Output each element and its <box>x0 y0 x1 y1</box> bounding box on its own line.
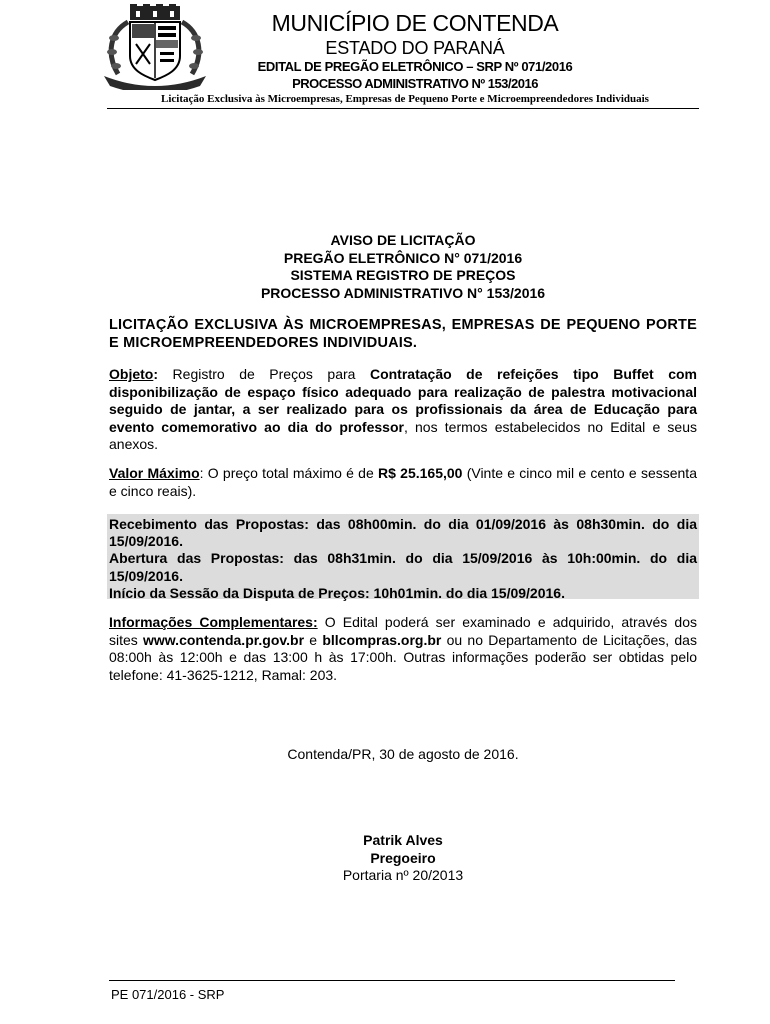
letterhead <box>0 0 770 112</box>
notice-heading <box>109 232 697 302</box>
edital-number: EDITAL DE PREGÃO ELETRÔNICO – SRP Nº 071/2016 <box>257 59 573 74</box>
objeto-description: Contratação de refeições tipo Buffet com disponibilização de espaço físico adequado para realização de palestra motivacional seguido de jantar, a ser realizado para os profissionais da área de Educação para evento comemorativo ao dia do professor <box>109 366 697 435</box>
objeto-rest: , nos termos estabelecidos no Edital e seus anexos. <box>109 418 697 452</box>
inicio-disputa-line: Início da Sessão da Disputa de Preços: 10h01min. do dia 15/09/2016. <box>109 584 565 601</box>
process-number: PROCESSO ADMINISTRATIVO N° 153/2016 <box>260 284 546 301</box>
valor-paragraph <box>109 465 697 500</box>
objeto-colon: : <box>153 366 159 382</box>
signer-name: Patrik Alves <box>363 832 443 848</box>
header-divider <box>107 108 699 109</box>
page-footer: PE 071/2016 - SRP <box>111 987 225 1002</box>
valor-extenso: (Vinte e cinco mil e cento e sessenta e cinco reais). <box>109 465 697 499</box>
informacoes-paragraph <box>109 614 697 684</box>
municipality-title: MUNICÍPIO DE CONTENDA <box>271 10 559 36</box>
recebimento-line: Recebimento das Propostas: das 08h00min. do dia 01/09/2016 às 08h30min. do dia 15/09/2016. <box>109 516 697 550</box>
informacoes-text3: ou no Departamento de Licitações, das 08:00h às 12:00h e das 13:00 h às 17:00h. Outras informações poderão ser obtidas pelo telefone: 41-3625-1212, Ramal: 203. <box>109 631 697 683</box>
signature-block <box>109 832 697 885</box>
registry-system: SISTEMA REGISTRO DE PREÇOS <box>290 267 516 283</box>
informacoes-text2: e <box>304 631 323 648</box>
valor-amount: R$ 25.165,00 <box>378 465 463 481</box>
abertura-line: Abertura das Propostas: das 08h31min. do dia 15/09/2016 às 10h:00min. do dia 15/09/2016. <box>109 550 697 584</box>
site-link-contenda[interactable]: www.contenda.pr.gov.br <box>143 631 305 648</box>
informacoes-label: Informações Complementares: <box>109 614 318 630</box>
footer-divider <box>109 980 675 981</box>
objeto-intro: Registro de Preços para <box>158 366 370 382</box>
municipal-coat-of-arms-icon <box>100 4 210 90</box>
exclusive-bidding-statement: LICITAÇÃO EXCLUSIVA ÀS MICROEMPRESAS, EMPRESAS DE PEQUENO PORTE E MICROEMPREENDEDORES INDIVIDUAIS. <box>109 317 697 351</box>
objeto-label: Objeto <box>109 366 154 382</box>
signer-portaria: Portaria nº 20/2013 <box>342 867 464 883</box>
pregao-number: PREGÃO ELETRÔNICO N° 071/2016 <box>283 249 523 266</box>
objeto-paragraph <box>109 366 697 454</box>
state-title: ESTADO DO PARANÁ <box>325 38 505 58</box>
informacoes-text1: O Edital poderá ser examinado e adquirido, através dos sites <box>109 614 697 648</box>
dates-block <box>109 516 697 602</box>
site-link-bll[interactable]: bllcompras.org.br <box>322 631 442 648</box>
valor-text: : O preço total máximo é de <box>199 465 379 481</box>
notice-title: AVISO DE LICITAÇÃO <box>330 232 476 248</box>
place-and-date: Contenda/PR, 30 de agosto de 2016. <box>287 746 519 762</box>
signer-role: Pregoeiro <box>370 849 436 866</box>
valor-label: Valor Máximo <box>109 465 200 481</box>
header-subtitle: Licitação Exclusiva às Microempresas, Empresas de Pequeno Porte e Microempreendedores Individuais <box>161 93 649 105</box>
processo-number: PROCESSO ADMINISTRATIVO Nº 153/2016 <box>292 76 538 91</box>
